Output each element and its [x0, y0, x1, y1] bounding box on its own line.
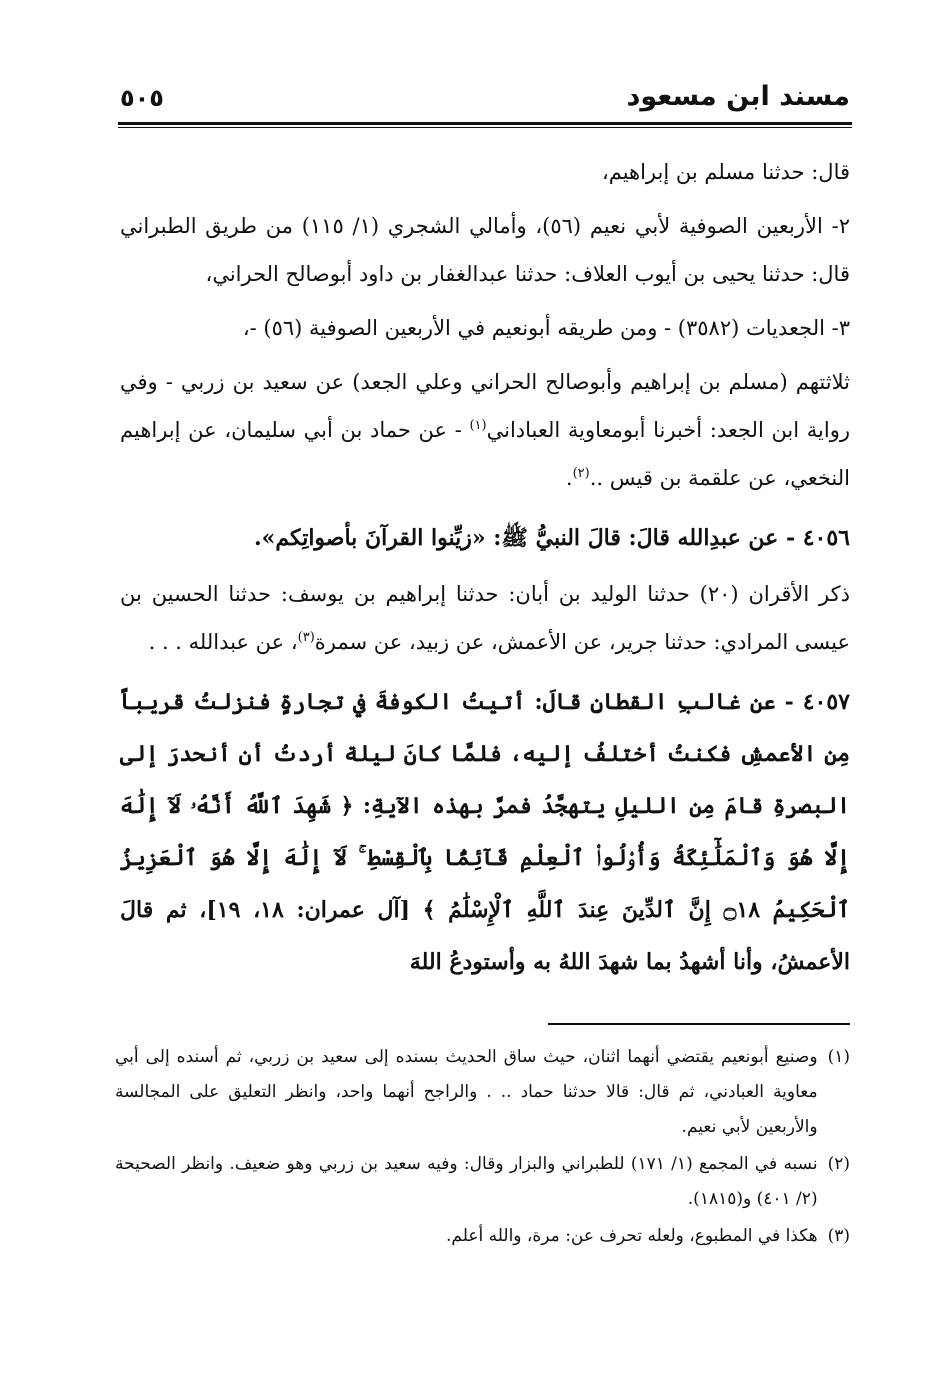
footnote-separator [548, 1023, 850, 1025]
paragraph: قال: حدثنا مسلم بن إبراهيم، [601, 160, 850, 184]
footnote-1 [115, 1040, 850, 1145]
paragraph-with-footnote-mark [120, 570, 850, 666]
paragraph-text: ذكر الأقران (٢٠) حدثنا الوليد بن أبان: حدثنا إبراهيم بن يوسف: حدثنا الحسين بن عيسى المرادي: حدثنا جرير، عن الأعمش، عن زبيد، عن سمرة [120, 582, 850, 654]
footnote-mark: (٣) [297, 630, 315, 645]
running-title: مسند ابن مسعود [626, 81, 850, 112]
header-rule [118, 122, 852, 125]
paragraph-end: . [565, 466, 573, 490]
footnote-number: (٢) [827, 1154, 850, 1174]
footnote-3 [115, 1219, 850, 1254]
footnote-text: هكذا في المطبوع، ولعله تحرف عن: مرة، والله أعلم. [446, 1226, 818, 1246]
footnote-text: نسبه في المجمع (١/ ١٧١) للطبراني والبزار وقال: وفيه سعيد بن زربي وهو ضعيف. وانظر الصحيحة (٢/ ٤٠١) و(١٨١٥). [115, 1154, 818, 1209]
header-rule-thin [118, 127, 852, 128]
paragraph-tail: ، عن عبدالله . . . [148, 630, 298, 654]
footnote-number: (١) [827, 1047, 850, 1067]
page-number: ٥٠٥ [120, 84, 164, 112]
footnote-2 [115, 1147, 850, 1217]
footnote-mark: (١) [469, 418, 487, 433]
hadith-4056: ٤٠٥٦ - عن عبدِالله قالَ: قالَ النبيُّ ﷺ: «زيِّنوا القرآنَ بأصواتِكم». [254, 525, 850, 551]
main-text [120, 148, 850, 994]
paragraph: ٢- الأربعين الصوفية لأبي نعيم (٥٦)، وأمالي الشجري (١/ ١١٥) من طريق الطبراني قال: حدثنا يحيى بن أيوب العلاف: حدثنا عبدالغفار بن داود أبوصالح الحراني، [120, 214, 850, 286]
paragraph-with-footnote-marks [120, 358, 850, 502]
footnotes [115, 1040, 850, 1256]
hadith-4057: ٤٠٥٧ - عن غالبِ القطانِ قالَ: أتيتُ الكوفةَ في تجارةٍ فنزلتُ قريباً مِن الأعمشِ فكنتُ أختلفُ إليه، فلمَّا كانَ ليلة أردتُ أن أنحدرَ إلى البصرةِ قامَ مِن الليلِ يتهجَّدُ فمرَّ بهذه الآيةِ: ﴿ شَهِدَ ٱللَّهُ أَنَّهُۥ لَآ إِلَٰهَ إِلَّا هُوَ وَٱلْمَلَٰٓئِكَةُ وَأُو۟لُوا۟ ٱلْعِلْمِ قَآئِمًۢا بِٱلْقِسْطِ ۚ لَآ إِلَٰهَ إِلَّا هُوَ ٱلْعَزِيزُ ٱلْحَكِيمُ ۝١٨ إِنَّ ٱلدِّينَ عِندَ ٱللَّهِ ٱلْإِسْلَٰمُ ﴾ [آل عمران: ١٨، ١٩]، ثم قالَ الأعمشُ، وأنا أشهدُ بما شهدَ اللهُ به وأستودعُ اللهَ [120, 689, 851, 975]
footnote-mark: (٢) [572, 466, 590, 481]
footnote-number: (٣) [827, 1226, 850, 1246]
footnote-text: وصنيع أبونعيم يقتضي أنهما اثنان، حيث ساق الحديث بسنده إلى سعيد بن زربي، ثم أسنده إلى أبي معاوية العبادني، ثم قال: قالا حدثنا حماد .. . والراجح أنهما واحد، وانظر التعليق على المجالسة والأربعين لأبي نعيم. [115, 1047, 818, 1137]
paragraph: ٣- الجعديات (٣٥٨٢) - ومن طريقه أبونعيم في الأربعين الصوفية (٥٦) -، [242, 316, 850, 340]
page-header [120, 78, 850, 118]
paragraph-text: ثلاثتهم (مسلم بن إبراهيم وأبوصالح الحراني وعلي الجعد) عن سعيد بن زربي - وفي رواية ابن الجعد: أخبرنا أبومعاوية العباداني$^{(١)}$ - عن حماد بن أبي سليمان، عن إبراهيم النخعي، عن علقمة بن قيس .. [120, 370, 850, 490]
